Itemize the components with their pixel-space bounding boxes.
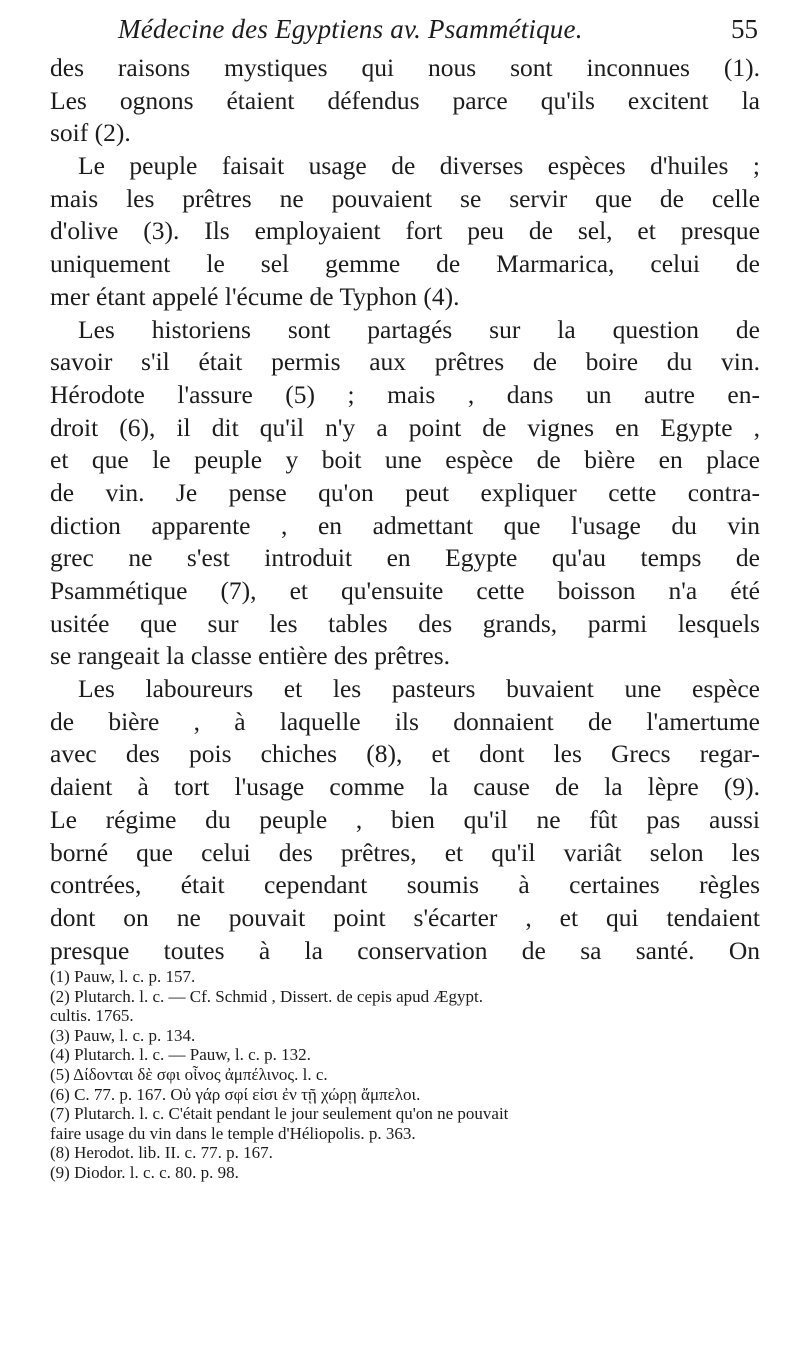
page-number: 55: [731, 14, 758, 44]
text-line: usitée que sur les tables des grands, parmi lesquels: [50, 608, 760, 638]
text-line: mer étant appelé l'écume de Typhon (4).: [50, 281, 460, 311]
text-line: Le peuple faisait usage de diverses espèces d'huiles ;: [78, 151, 760, 181]
footnote-2: (2) Plutarch. l. c. — Cf. Schmid , Dissert. de cepis apud Ægypt.: [50, 986, 483, 1006]
text-line: se rangeait la classe entière des prêtres.: [50, 641, 451, 671]
footnote-4: (4) Plutarch. l. c. — Pauw, l. c. p. 132.: [50, 1045, 311, 1065]
text-line: de vin. Je pense qu'on peut expliquer cette contra-: [50, 477, 760, 507]
text-line: daient à tort l'usage comme la cause de la lèpre (9).: [50, 772, 760, 802]
text-line: et que le peuple y boit une espèce de bière en place: [50, 445, 760, 475]
text-line: Les laboureurs et les pasteurs buvaient une espèce: [78, 674, 760, 704]
text-line: avec des pois chiches (8), et dont les Grecs regar-: [50, 739, 760, 769]
text-line: d'olive (3). Ils employaient fort peu de sel, et presque: [50, 216, 760, 246]
text-line: presque toutes à la conservation de sa santé. On: [50, 935, 760, 965]
text-line: droit (6), il dit qu'il n'y a point de vignes en Egypte ,: [50, 412, 760, 442]
text-line: des raisons mystiques qui nous sont inconnues (1).: [50, 53, 760, 82]
text-line: savoir s'il était permis aux prêtres de boire du vin.: [50, 347, 760, 377]
footnote-1: (1) Pauw, l. c. p. 157.: [50, 967, 196, 986]
text-line: borné que celui des prêtres, et qu'il variât selon les: [50, 837, 760, 867]
text-line: contrées, était cependant soumis à certaines règles: [50, 870, 760, 900]
text-line: soif (2).: [50, 118, 131, 148]
text-line: diction apparente , en admettant que l'usage du vin: [50, 510, 760, 540]
footnote-9: (9) Diodor. l. c. c. 80. p. 98.: [50, 1162, 239, 1182]
text-line: Les historiens sont partagés sur la question de: [78, 314, 760, 344]
footnote-6: (6) C. 77. p. 167. Οὐ γάρ σφί εἰσι ἐν τῇ χώρῃ ἄμπελοι.: [50, 1084, 421, 1104]
body-text: [50, 52, 760, 967]
footnote-2-continued: cultis. 1765.: [50, 1006, 134, 1026]
footnote-7-continued: faire usage du vin dans le temple d'Héliopolis. p. 363.: [50, 1123, 416, 1143]
text-line: Hérodote l'assure (5) ; mais , dans un autre en-: [50, 379, 760, 409]
text-line: Psammétique (7), et qu'ensuite cette boisson n'a été: [50, 576, 760, 605]
text-line: Le régime du peuple , bien qu'il ne fût pas aussi: [50, 804, 760, 834]
text-line: grec ne s'est introduit en Egypte qu'au temps de: [50, 543, 760, 573]
text-line: uniquement le sel gemme de Marmarica, celui de: [50, 249, 760, 279]
text-line: mais les prêtres ne pouvaient se servir que de celle: [50, 183, 760, 213]
footnote-8: (8) Herodot. lib. II. c. 77. p. 167.: [50, 1143, 273, 1163]
text-line: de bière , à laquelle ils donnaient de l'amertume: [50, 706, 760, 736]
footnotes: [50, 967, 760, 1183]
text-line: Les ognons étaient défendus parce qu'ils excitent la: [50, 85, 760, 115]
footnote-5: (5) Δίδονται δὲ σφι οἶνος ἀμπέλινος. l. c.: [50, 1064, 328, 1084]
footnote-3: (3) Pauw, l. c. p. 134.: [50, 1025, 196, 1045]
footnote-7: (7) Plutarch. l. c. C'était pendant le jour seulement qu'on ne pouvait: [50, 1104, 509, 1124]
page-header: [118, 14, 758, 50]
running-title: Médecine des Egyptiens av. Psammétique.: [118, 14, 583, 44]
text-line: dont on ne pouvait point s'écarter , et qui tendaient: [50, 902, 760, 932]
